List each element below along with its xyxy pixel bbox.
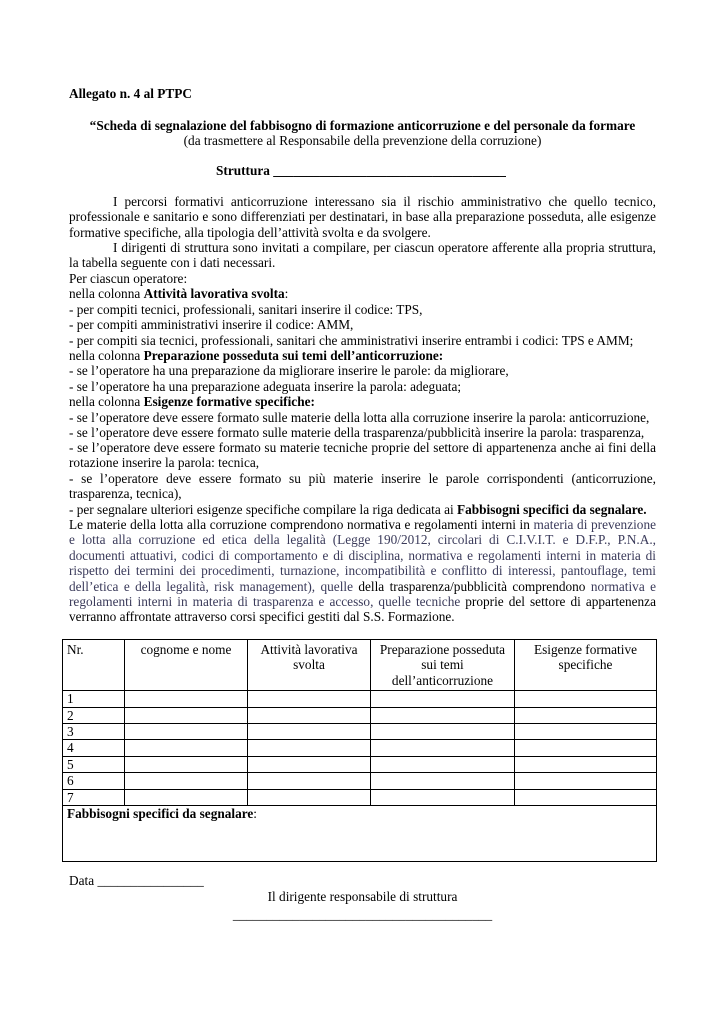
cell-esigenze[interactable]	[515, 740, 657, 756]
fabbisogni-colon: :	[253, 806, 257, 822]
header-preparazione: Preparazione posseduta sui temi dell’anticorruzione	[371, 640, 515, 691]
cell-attivita[interactable]	[248, 773, 371, 789]
row-number: 3	[63, 724, 125, 740]
materie-part-c: della trasparenza/pubblicità comprendono	[358, 578, 591, 594]
cell-esigenze[interactable]	[515, 773, 657, 789]
cell-cognome-nome[interactable]	[125, 740, 248, 756]
data-blank: ________________	[97, 873, 204, 888]
header-nr: Nr.	[63, 640, 125, 691]
col3-prefix: nella colonna	[69, 394, 144, 409]
col2-prefix: nella colonna	[69, 348, 144, 363]
table-row	[63, 724, 657, 740]
col3-heading	[69, 394, 656, 409]
cell-attivita[interactable]	[248, 707, 371, 723]
cell-preparazione[interactable]	[371, 724, 515, 740]
cell-attivita[interactable]	[248, 789, 371, 805]
materie-part-b: materia di prevenzione e lotta alla corruzione ed etica della legalità (Legge 190/2012, circolari di C.I.V.I.T. e D.F.P., P.N.A., documenti attuativi, codici di comportamento e di disciplina, normativa e regolamenti interni in materia di rispetto dei termini dei procedimenti, turnazione, incompatibilità e conflitto di interessi, pantouflage, temi dell’etica e della legalità, risk management), quelle	[69, 517, 657, 594]
table-row	[63, 740, 657, 756]
table-row	[63, 773, 657, 789]
list-item: - se l’operatore deve essere formato su materie tecniche proprie del settore di appartenenza anche ai fini della rotazione inserire la parola: tecnica,	[69, 440, 656, 471]
row-number: 2	[63, 707, 125, 723]
per-ciascun-line: Per ciascun operatore:	[69, 271, 188, 286]
row-number: 6	[63, 773, 125, 789]
cell-cognome-nome[interactable]	[125, 789, 248, 805]
list-item: - per compiti sia tecnici, professionali, sanitari che amministrativi inserire entrambi i codici: TPS e AMM;	[69, 333, 634, 348]
fabbisogni-name: Fabbisogni specifici da segnalare.	[457, 502, 647, 517]
list-item: - se l’operatore deve essere formato sulle materie della trasparenza/pubblicità inserire la parola: trasparenza,	[69, 425, 645, 440]
row-number: 1	[63, 691, 125, 707]
fabbisogni-cell[interactable]	[63, 806, 657, 862]
col2-heading	[69, 348, 656, 363]
cell-preparazione[interactable]	[371, 789, 515, 805]
list-item: - se l’operatore ha una preparazione adeguata inserire la parola: adeguata;	[69, 379, 462, 394]
col1-prefix: nella colonna	[69, 286, 144, 301]
table-row	[63, 756, 657, 772]
operators-table	[62, 639, 657, 862]
document-subtitle: (da trasmettere al Responsabile della prevenzione della corruzione)	[183, 133, 542, 148]
list-item: - se l’operatore deve essere formato su più materie inserire le parole corrispondenti (anticorruzione, trasparenza, tecnica),	[69, 471, 656, 502]
cell-preparazione[interactable]	[371, 756, 515, 772]
list-item: - per compiti amministrativi inserire il codice: AMM,	[69, 317, 354, 332]
cell-preparazione[interactable]	[371, 691, 515, 707]
data-field	[69, 873, 204, 888]
struttura-label: Struttura	[216, 163, 270, 178]
col1-suffix: :	[284, 286, 289, 301]
cell-attivita[interactable]	[248, 724, 371, 740]
col1-name: Attività lavorativa svolta	[143, 286, 285, 301]
list-item: - se l’operatore deve essere formato sulle materie della lotta alla corruzione inserire la parola: anticorruzione,	[69, 410, 650, 425]
materie-paragraph	[69, 517, 656, 625]
firma-blank: _______________________________________	[232, 907, 493, 922]
intro-paragraph-1: I percorsi formativi anticorruzione interessano sia il rischio amministrativo che quello tecnico, professionale e sanitario e sono differenziati per destinatari, in base alla preparazione posseduta, alle esigenze formative specifiche, alla tipologia dell’attività svolta e da svolgere.	[69, 194, 656, 240]
cell-attivita[interactable]	[248, 740, 371, 756]
cell-esigenze[interactable]	[515, 724, 657, 740]
materie-part-a: Le materie della lotta alla corruzione comprendono normativa e regolamenti interni in	[69, 517, 534, 532]
header-attivita: Attività lavorativa svolta	[248, 640, 371, 691]
struttura-blank: ___________________________________	[273, 163, 506, 178]
cell-esigenze[interactable]	[515, 691, 657, 707]
struttura-field	[216, 163, 506, 178]
list-item: - se l’operatore ha una preparazione da migliorare inserire le parole: da migliorare,	[69, 363, 509, 378]
cell-preparazione[interactable]	[371, 707, 515, 723]
fabbisogni-instruction	[69, 502, 656, 517]
cell-attivita[interactable]	[248, 756, 371, 772]
materie-part-d: normativa e regolamenti interni in materia di trasparenza e accesso, quelle tecniche	[69, 578, 657, 610]
materie-part-e: proprie del settore di appartenenza verranno affrontate attraverso corsi specifici gestiti dal S.S. Formazione.	[69, 594, 656, 625]
cell-cognome-nome[interactable]	[125, 756, 248, 772]
row-number: 5	[63, 756, 125, 772]
cell-cognome-nome[interactable]	[125, 724, 248, 740]
cell-preparazione[interactable]	[371, 740, 515, 756]
firma-label: Il dirigente responsabile di struttura	[267, 889, 458, 904]
intro-paragraph-2: I dirigenti di struttura sono invitati a compilare, per ciascun operatore afferente alla propria struttura, la tabella seguente con i dati necessari.	[69, 240, 656, 271]
table-header-row	[63, 640, 657, 691]
row-number: 4	[63, 740, 125, 756]
col1-heading	[69, 286, 656, 301]
table-row	[63, 691, 657, 707]
cell-esigenze[interactable]	[515, 756, 657, 772]
row-number: 7	[63, 789, 125, 805]
cell-preparazione[interactable]	[371, 773, 515, 789]
fabbisogni-prefix: - per segnalare ulteriori esigenze specifiche compilare la riga dedicata ai	[69, 502, 457, 517]
cell-esigenze[interactable]	[515, 789, 657, 805]
header-cognome-nome: cognome e nome	[125, 640, 248, 691]
col3-name: Esigenze formative specifiche:	[143, 394, 315, 409]
table-row	[63, 707, 657, 723]
col2-name: Preparazione posseduta sui temi dell’anticorruzione:	[143, 348, 444, 363]
cell-attivita[interactable]	[248, 691, 371, 707]
document-title: “Scheda di segnalazione del fabbisogno di formazione anticorruzione e del personale da formare	[89, 118, 636, 133]
header-esigenze: Esigenze formative specifiche	[515, 640, 657, 691]
allegato-label: Allegato n. 4 al PTPC	[69, 86, 192, 101]
cell-cognome-nome[interactable]	[125, 707, 248, 723]
list-item: - per compiti tecnici, professionali, sanitari inserire il codice: TPS,	[69, 302, 423, 317]
cell-cognome-nome[interactable]	[125, 773, 248, 789]
cell-esigenze[interactable]	[515, 707, 657, 723]
cell-cognome-nome[interactable]	[125, 691, 248, 707]
table-row	[63, 789, 657, 805]
fabbisogni-row	[63, 806, 657, 862]
fabbisogni-label: Fabbisogni specifici da segnalare	[67, 806, 254, 822]
data-label: Data	[69, 873, 95, 888]
